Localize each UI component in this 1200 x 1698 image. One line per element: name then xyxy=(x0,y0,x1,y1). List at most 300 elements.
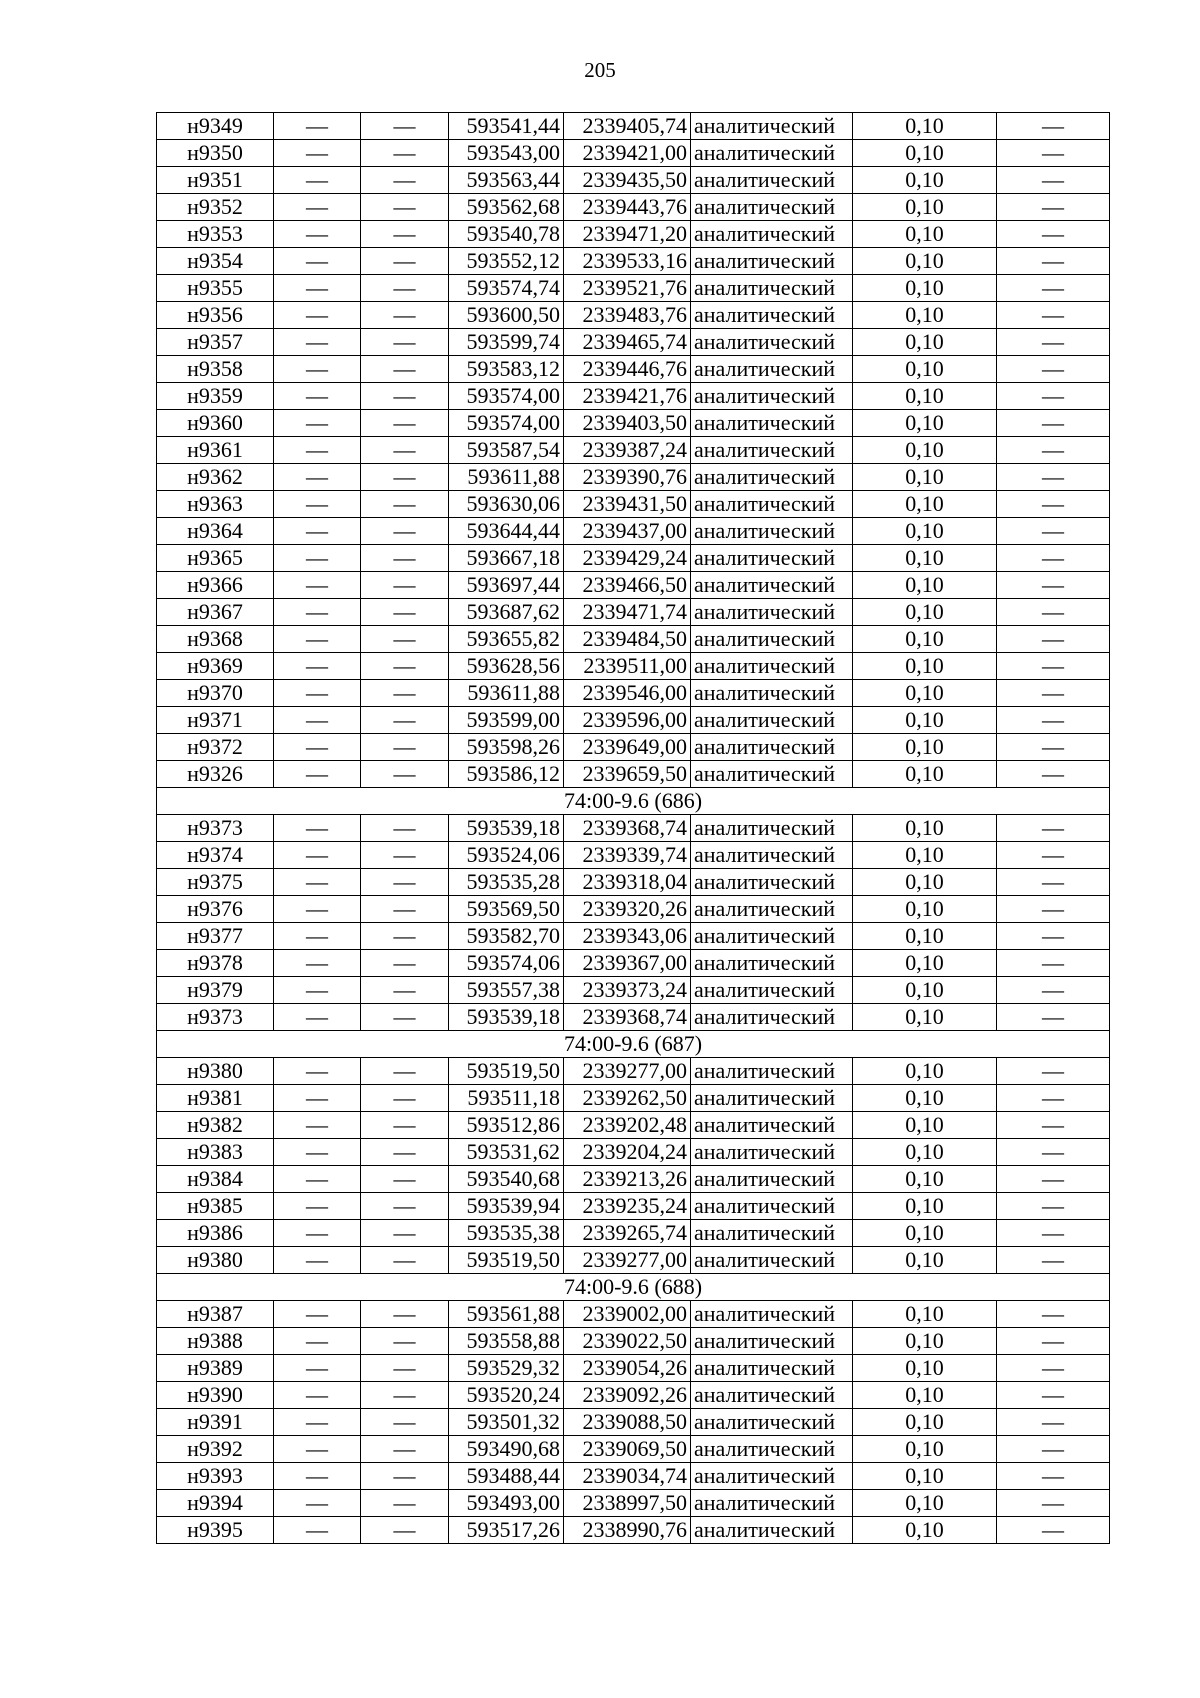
dash-cell: — xyxy=(997,599,1110,626)
accuracy-cell: 0,10 xyxy=(853,464,997,491)
dash-cell: — xyxy=(997,1166,1110,1193)
y-coordinate-cell: 2339368,74 xyxy=(564,815,691,842)
dash-cell: — xyxy=(997,464,1110,491)
dash-cell: — xyxy=(361,491,449,518)
method-cell: аналитический xyxy=(691,1058,853,1085)
x-coordinate-cell: 593644,44 xyxy=(449,518,564,545)
accuracy-cell: 0,10 xyxy=(853,194,997,221)
dash-cell: — xyxy=(274,1139,361,1166)
x-coordinate-cell: 593687,62 xyxy=(449,599,564,626)
dash-cell: — xyxy=(361,1247,449,1274)
dash-cell: — xyxy=(274,923,361,950)
dash-cell: — xyxy=(274,1193,361,1220)
accuracy-cell: 0,10 xyxy=(853,1355,997,1382)
y-coordinate-cell: 2339511,00 xyxy=(564,653,691,680)
dash-cell: — xyxy=(274,653,361,680)
point-cell: н9360 xyxy=(157,410,274,437)
dash-cell: — xyxy=(361,869,449,896)
accuracy-cell: 0,10 xyxy=(853,1004,997,1031)
dash-cell: — xyxy=(361,329,449,356)
method-cell: аналитический xyxy=(691,194,853,221)
x-coordinate-cell: 593582,70 xyxy=(449,923,564,950)
x-coordinate-cell: 593488,44 xyxy=(449,1463,564,1490)
x-coordinate-cell: 593539,94 xyxy=(449,1193,564,1220)
table-row xyxy=(157,815,1110,842)
method-cell: аналитический xyxy=(691,896,853,923)
y-coordinate-cell: 2339262,50 xyxy=(564,1085,691,1112)
point-cell: н9382 xyxy=(157,1112,274,1139)
x-coordinate-cell: 593540,78 xyxy=(449,221,564,248)
accuracy-cell: 0,10 xyxy=(853,950,997,977)
y-coordinate-cell: 2339421,76 xyxy=(564,383,691,410)
dash-cell: — xyxy=(997,1085,1110,1112)
accuracy-cell: 0,10 xyxy=(853,1328,997,1355)
method-cell: аналитический xyxy=(691,761,853,788)
accuracy-cell: 0,10 xyxy=(853,113,997,140)
point-cell: н9361 xyxy=(157,437,274,464)
y-coordinate-cell: 2339471,20 xyxy=(564,221,691,248)
method-cell: аналитический xyxy=(691,707,853,734)
accuracy-cell: 0,10 xyxy=(853,896,997,923)
table-row xyxy=(157,140,1110,167)
table-row xyxy=(157,869,1110,896)
point-cell: н9350 xyxy=(157,140,274,167)
dash-cell: — xyxy=(997,977,1110,1004)
point-cell: н9376 xyxy=(157,896,274,923)
y-coordinate-cell: 2339054,26 xyxy=(564,1355,691,1382)
point-cell: н9374 xyxy=(157,842,274,869)
dash-cell: — xyxy=(361,815,449,842)
accuracy-cell: 0,10 xyxy=(853,1409,997,1436)
x-coordinate-cell: 593599,00 xyxy=(449,707,564,734)
dash-cell: — xyxy=(361,734,449,761)
method-cell: аналитический xyxy=(691,1301,853,1328)
dash-cell: — xyxy=(274,437,361,464)
accuracy-cell: 0,10 xyxy=(853,1517,997,1544)
accuracy-cell: 0,10 xyxy=(853,1112,997,1139)
dash-cell: — xyxy=(274,626,361,653)
dash-cell: — xyxy=(274,1301,361,1328)
x-coordinate-cell: 593574,00 xyxy=(449,410,564,437)
dash-cell: — xyxy=(361,761,449,788)
method-cell: аналитический xyxy=(691,599,853,626)
dash-cell: — xyxy=(274,950,361,977)
dash-cell: — xyxy=(361,356,449,383)
dash-cell: — xyxy=(361,680,449,707)
accuracy-cell: 0,10 xyxy=(853,1139,997,1166)
dash-cell: — xyxy=(274,977,361,1004)
dash-cell: — xyxy=(361,113,449,140)
y-coordinate-cell: 2339202,48 xyxy=(564,1112,691,1139)
accuracy-cell: 0,10 xyxy=(853,599,997,626)
dash-cell: — xyxy=(274,248,361,275)
x-coordinate-cell: 593569,50 xyxy=(449,896,564,923)
dash-cell: — xyxy=(274,518,361,545)
x-coordinate-cell: 593511,18 xyxy=(449,1085,564,1112)
table-row xyxy=(157,1220,1110,1247)
point-cell: н9369 xyxy=(157,653,274,680)
dash-cell: — xyxy=(361,1166,449,1193)
dash-cell: — xyxy=(361,383,449,410)
method-cell: аналитический xyxy=(691,356,853,383)
section-title: 74:00-9.6 (687) xyxy=(157,1031,1110,1058)
x-coordinate-cell: 593541,44 xyxy=(449,113,564,140)
x-coordinate-cell: 593583,12 xyxy=(449,356,564,383)
accuracy-cell: 0,10 xyxy=(853,1247,997,1274)
method-cell: аналитический xyxy=(691,329,853,356)
method-cell: аналитический xyxy=(691,1085,853,1112)
dash-cell: — xyxy=(997,1436,1110,1463)
y-coordinate-cell: 2339387,24 xyxy=(564,437,691,464)
dash-cell: — xyxy=(997,221,1110,248)
dash-cell: — xyxy=(361,626,449,653)
method-cell: аналитический xyxy=(691,869,853,896)
dash-cell: — xyxy=(361,1004,449,1031)
page-number: 205 xyxy=(584,58,616,82)
x-coordinate-cell: 593611,88 xyxy=(449,464,564,491)
accuracy-cell: 0,10 xyxy=(853,356,997,383)
dash-cell: — xyxy=(361,518,449,545)
accuracy-cell: 0,10 xyxy=(853,572,997,599)
accuracy-cell: 0,10 xyxy=(853,221,997,248)
point-cell: н9326 xyxy=(157,761,274,788)
method-cell: аналитический xyxy=(691,302,853,329)
y-coordinate-cell: 2339443,76 xyxy=(564,194,691,221)
method-cell: аналитический xyxy=(691,1139,853,1166)
table-row xyxy=(157,923,1110,950)
table-row xyxy=(157,842,1110,869)
section-title: 74:00-9.6 (686) xyxy=(157,788,1110,815)
accuracy-cell: 0,10 xyxy=(853,1166,997,1193)
point-cell: н9379 xyxy=(157,977,274,1004)
dash-cell: — xyxy=(274,194,361,221)
point-cell: н9366 xyxy=(157,572,274,599)
point-cell: н9389 xyxy=(157,1355,274,1382)
dash-cell: — xyxy=(361,572,449,599)
dash-cell: — xyxy=(997,572,1110,599)
method-cell: аналитический xyxy=(691,545,853,572)
point-cell: н9352 xyxy=(157,194,274,221)
accuracy-cell: 0,10 xyxy=(853,437,997,464)
method-cell: аналитический xyxy=(691,1409,853,1436)
table-row xyxy=(157,950,1110,977)
method-cell: аналитический xyxy=(691,113,853,140)
dash-cell: — xyxy=(274,1166,361,1193)
x-coordinate-cell: 593600,50 xyxy=(449,302,564,329)
table-row xyxy=(157,113,1110,140)
dash-cell: — xyxy=(997,1139,1110,1166)
dash-cell: — xyxy=(274,1085,361,1112)
x-coordinate-cell: 593587,54 xyxy=(449,437,564,464)
y-coordinate-cell: 2339318,04 xyxy=(564,869,691,896)
point-cell: н9363 xyxy=(157,491,274,518)
table-row xyxy=(157,1436,1110,1463)
dash-cell: — xyxy=(361,1220,449,1247)
dash-cell: — xyxy=(274,1328,361,1355)
dash-cell: — xyxy=(361,707,449,734)
accuracy-cell: 0,10 xyxy=(853,869,997,896)
point-cell: н9385 xyxy=(157,1193,274,1220)
point-cell: н9358 xyxy=(157,356,274,383)
x-coordinate-cell: 593586,12 xyxy=(449,761,564,788)
x-coordinate-cell: 593552,12 xyxy=(449,248,564,275)
point-cell: н9373 xyxy=(157,1004,274,1031)
x-coordinate-cell: 593520,24 xyxy=(449,1382,564,1409)
dash-cell: — xyxy=(274,383,361,410)
method-cell: аналитический xyxy=(691,1193,853,1220)
dash-cell: — xyxy=(361,896,449,923)
table-row xyxy=(157,1517,1110,1544)
dash-cell: — xyxy=(997,1463,1110,1490)
accuracy-cell: 0,10 xyxy=(853,1436,997,1463)
dash-cell: — xyxy=(361,1355,449,1382)
dash-cell: — xyxy=(274,1436,361,1463)
y-coordinate-cell: 2339265,74 xyxy=(564,1220,691,1247)
y-coordinate-cell: 2339484,50 xyxy=(564,626,691,653)
y-coordinate-cell: 2339235,24 xyxy=(564,1193,691,1220)
table-row xyxy=(157,383,1110,410)
table-body xyxy=(157,113,1110,1544)
x-coordinate-cell: 593543,00 xyxy=(449,140,564,167)
dash-cell: — xyxy=(274,896,361,923)
dash-cell: — xyxy=(274,491,361,518)
dash-cell: — xyxy=(274,1382,361,1409)
table-row xyxy=(157,518,1110,545)
dash-cell: — xyxy=(274,356,361,383)
section-header-row xyxy=(157,1274,1110,1301)
dash-cell: — xyxy=(997,707,1110,734)
x-coordinate-cell: 593630,06 xyxy=(449,491,564,518)
point-cell: н9351 xyxy=(157,167,274,194)
dash-cell: — xyxy=(274,1058,361,1085)
table-row xyxy=(157,761,1110,788)
accuracy-cell: 0,10 xyxy=(853,410,997,437)
table-row xyxy=(157,410,1110,437)
dash-cell: — xyxy=(997,950,1110,977)
dash-cell: — xyxy=(997,1409,1110,1436)
dash-cell: — xyxy=(274,1112,361,1139)
point-cell: н9383 xyxy=(157,1139,274,1166)
dash-cell: — xyxy=(361,1193,449,1220)
x-coordinate-cell: 593598,26 xyxy=(449,734,564,761)
accuracy-cell: 0,10 xyxy=(853,815,997,842)
table-row xyxy=(157,248,1110,275)
accuracy-cell: 0,10 xyxy=(853,923,997,950)
table-row xyxy=(157,545,1110,572)
dash-cell: — xyxy=(361,1409,449,1436)
point-cell: н9393 xyxy=(157,1463,274,1490)
point-cell: н9392 xyxy=(157,1436,274,1463)
point-cell: н9380 xyxy=(157,1247,274,1274)
point-cell: н9370 xyxy=(157,680,274,707)
dash-cell: — xyxy=(997,680,1110,707)
dash-cell: — xyxy=(997,194,1110,221)
table-row xyxy=(157,1085,1110,1112)
point-cell: н9394 xyxy=(157,1490,274,1517)
dash-cell: — xyxy=(274,869,361,896)
point-cell: н9388 xyxy=(157,1328,274,1355)
dash-cell: — xyxy=(997,140,1110,167)
accuracy-cell: 0,10 xyxy=(853,329,997,356)
table-row xyxy=(157,707,1110,734)
table-row xyxy=(157,626,1110,653)
dash-cell: — xyxy=(997,1193,1110,1220)
dash-cell: — xyxy=(274,1355,361,1382)
method-cell: аналитический xyxy=(691,1328,853,1355)
point-cell: н9386 xyxy=(157,1220,274,1247)
method-cell: аналитический xyxy=(691,680,853,707)
dash-cell: — xyxy=(997,1220,1110,1247)
x-coordinate-cell: 593655,82 xyxy=(449,626,564,653)
dash-cell: — xyxy=(274,1463,361,1490)
x-coordinate-cell: 593539,18 xyxy=(449,815,564,842)
dash-cell: — xyxy=(274,680,361,707)
method-cell: аналитический xyxy=(691,518,853,545)
dash-cell: — xyxy=(997,869,1110,896)
point-cell: н9390 xyxy=(157,1382,274,1409)
dash-cell: — xyxy=(274,572,361,599)
method-cell: аналитический xyxy=(691,1517,853,1544)
accuracy-cell: 0,10 xyxy=(853,1382,997,1409)
point-cell: н9380 xyxy=(157,1058,274,1085)
y-coordinate-cell: 2339022,50 xyxy=(564,1328,691,1355)
y-coordinate-cell: 2339421,00 xyxy=(564,140,691,167)
x-coordinate-cell: 593611,88 xyxy=(449,680,564,707)
method-cell: аналитический xyxy=(691,626,853,653)
point-cell: н9381 xyxy=(157,1085,274,1112)
table-row xyxy=(157,680,1110,707)
accuracy-cell: 0,10 xyxy=(853,545,997,572)
y-coordinate-cell: 2339277,00 xyxy=(564,1247,691,1274)
y-coordinate-cell: 2339368,74 xyxy=(564,1004,691,1031)
table-row xyxy=(157,1382,1110,1409)
accuracy-cell: 0,10 xyxy=(853,1463,997,1490)
dash-cell: — xyxy=(997,518,1110,545)
x-coordinate-cell: 593557,38 xyxy=(449,977,564,1004)
accuracy-cell: 0,10 xyxy=(853,1058,997,1085)
y-coordinate-cell: 2339339,74 xyxy=(564,842,691,869)
x-coordinate-cell: 593667,18 xyxy=(449,545,564,572)
method-cell: аналитический xyxy=(691,1220,853,1247)
y-coordinate-cell: 2339471,74 xyxy=(564,599,691,626)
x-coordinate-cell: 593519,50 xyxy=(449,1247,564,1274)
accuracy-cell: 0,10 xyxy=(853,626,997,653)
point-cell: н9395 xyxy=(157,1517,274,1544)
table-row xyxy=(157,1463,1110,1490)
dash-cell: — xyxy=(274,410,361,437)
coordinates-table xyxy=(156,112,1110,1544)
dash-cell: — xyxy=(361,1490,449,1517)
method-cell: аналитический xyxy=(691,1382,853,1409)
section-header-row xyxy=(157,1031,1110,1058)
dash-cell: — xyxy=(997,923,1110,950)
accuracy-cell: 0,10 xyxy=(853,1301,997,1328)
dash-cell: — xyxy=(361,599,449,626)
point-cell: н9357 xyxy=(157,329,274,356)
method-cell: аналитический xyxy=(691,842,853,869)
dash-cell: — xyxy=(997,653,1110,680)
point-cell: н9355 xyxy=(157,275,274,302)
accuracy-cell: 0,10 xyxy=(853,1085,997,1112)
dash-cell: — xyxy=(361,140,449,167)
dash-cell: — xyxy=(274,1247,361,1274)
point-cell: н9362 xyxy=(157,464,274,491)
dash-cell: — xyxy=(997,410,1110,437)
dash-cell: — xyxy=(361,248,449,275)
point-cell: н9359 xyxy=(157,383,274,410)
accuracy-cell: 0,10 xyxy=(853,302,997,329)
dash-cell: — xyxy=(361,977,449,1004)
method-cell: аналитический xyxy=(691,140,853,167)
dash-cell: — xyxy=(997,1112,1110,1139)
dash-cell: — xyxy=(274,1517,361,1544)
table-row xyxy=(157,491,1110,518)
accuracy-cell: 0,10 xyxy=(853,167,997,194)
table-row xyxy=(157,1247,1110,1274)
y-coordinate-cell: 2339002,00 xyxy=(564,1301,691,1328)
dash-cell: — xyxy=(997,491,1110,518)
dash-cell: — xyxy=(274,761,361,788)
y-coordinate-cell: 2339204,24 xyxy=(564,1139,691,1166)
dash-cell: — xyxy=(274,842,361,869)
method-cell: аналитический xyxy=(691,815,853,842)
dash-cell: — xyxy=(361,1382,449,1409)
method-cell: аналитический xyxy=(691,1463,853,1490)
method-cell: аналитический xyxy=(691,221,853,248)
method-cell: аналитический xyxy=(691,1355,853,1382)
accuracy-cell: 0,10 xyxy=(853,140,997,167)
table-row xyxy=(157,1355,1110,1382)
x-coordinate-cell: 593531,62 xyxy=(449,1139,564,1166)
x-coordinate-cell: 593628,56 xyxy=(449,653,564,680)
x-coordinate-cell: 593558,88 xyxy=(449,1328,564,1355)
point-cell: н9367 xyxy=(157,599,274,626)
method-cell: аналитический xyxy=(691,248,853,275)
method-cell: аналитический xyxy=(691,1436,853,1463)
dash-cell: — xyxy=(361,194,449,221)
dash-cell: — xyxy=(274,1004,361,1031)
dash-cell: — xyxy=(274,1409,361,1436)
x-coordinate-cell: 593519,50 xyxy=(449,1058,564,1085)
dash-cell: — xyxy=(997,761,1110,788)
y-coordinate-cell: 2339533,16 xyxy=(564,248,691,275)
method-cell: аналитический xyxy=(691,923,853,950)
x-coordinate-cell: 593562,68 xyxy=(449,194,564,221)
method-cell: аналитический xyxy=(691,410,853,437)
y-coordinate-cell: 2339596,00 xyxy=(564,707,691,734)
point-cell: н9391 xyxy=(157,1409,274,1436)
table-row xyxy=(157,464,1110,491)
method-cell: аналитический xyxy=(691,1166,853,1193)
y-coordinate-cell: 2339320,26 xyxy=(564,896,691,923)
dash-cell: — xyxy=(997,113,1110,140)
x-coordinate-cell: 593563,44 xyxy=(449,167,564,194)
accuracy-cell: 0,10 xyxy=(853,1193,997,1220)
table-row xyxy=(157,599,1110,626)
dash-cell: — xyxy=(361,464,449,491)
dash-cell: — xyxy=(361,437,449,464)
y-coordinate-cell: 2339277,00 xyxy=(564,1058,691,1085)
table-row xyxy=(157,1193,1110,1220)
table-row xyxy=(157,734,1110,761)
dash-cell: — xyxy=(274,329,361,356)
method-cell: аналитический xyxy=(691,464,853,491)
point-cell: н9377 xyxy=(157,923,274,950)
dash-cell: — xyxy=(274,221,361,248)
dash-cell: — xyxy=(274,734,361,761)
y-coordinate-cell: 2339649,00 xyxy=(564,734,691,761)
table-row xyxy=(157,1004,1110,1031)
